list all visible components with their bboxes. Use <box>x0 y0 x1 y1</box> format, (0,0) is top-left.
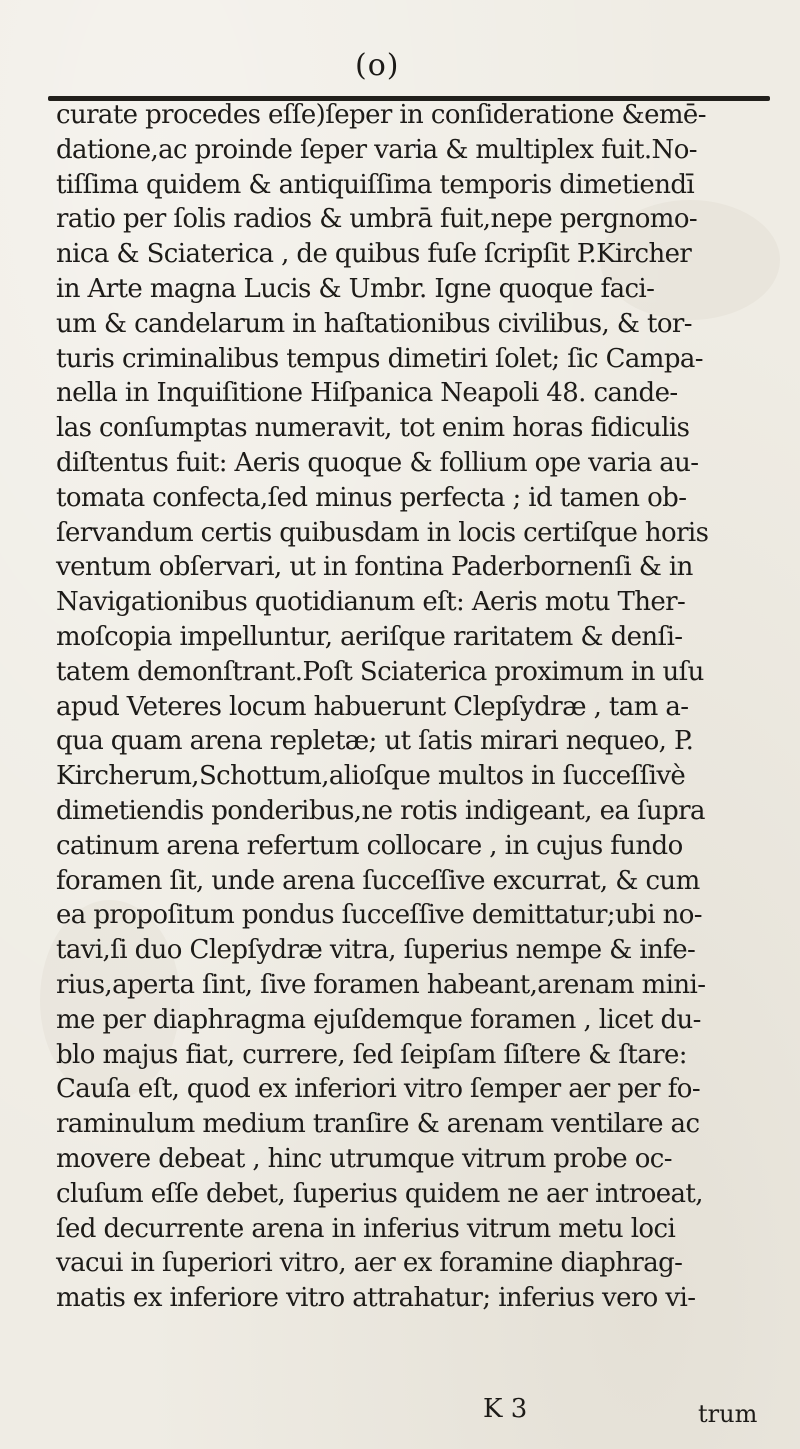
text-line: ſed decurrente arena in inferius vitrum metu loci <box>56 1213 676 1244</box>
text-line: qua quam arena repletæ; ut ſatis mirari nequeo, P. <box>56 726 694 757</box>
body-text <box>56 98 772 1316</box>
text-line: curate procedes eſſe)ſeper in conſideratione &emē- <box>56 100 706 130</box>
text-line: catinum arena refertum collocare , in cujus fundo <box>56 830 683 861</box>
text-line: Kircherum,Schottum,alioſque multos in ſucceſſivè <box>56 761 686 792</box>
text-line: tomata confecta,ſed minus perfecta ; id tamen ob- <box>56 482 687 513</box>
text-line: um & candelarum in haſtationibus civilibus, & tor- <box>56 308 692 339</box>
text-line: matis ex inferiore vitro attrahatur; inferius vero vi- <box>56 1283 696 1314</box>
text-line: nica & Sciaterica , de quibus fuſe ſcripſit P.Kircher <box>56 239 692 270</box>
text-line: turis criminalibus tempus dimetiri ſolet; ſic Campa- <box>56 343 703 374</box>
text-line: tavi,ſi duo Clepſydræ vitra, ſuperius nempe & infe- <box>56 935 696 966</box>
text-line: foramen ſit, unde arena ſucceſſive excurrat, & cum <box>56 865 700 896</box>
text-line: dimetiendis ponderibus,ne rotis indigeant, ea ſupra <box>56 795 705 826</box>
text-line: datione,ac proinde ſeper varia & multiplex fuit.No- <box>56 134 697 165</box>
page-number: (o) <box>355 48 400 83</box>
text-line: nella in Inquiſitione Hiſpanica Neapoli 48. cande- <box>56 378 678 409</box>
text-line: rius,aperta ſint, ſive foramen habeant,arenam mini- <box>56 969 706 1000</box>
text-line: tatem demonſtrant.Poſt Sciaterica proximum in uſu <box>56 656 704 687</box>
text-line: apud Veteres locum habuerunt Clepſydræ , tam a- <box>56 691 689 722</box>
text-line: me per diaphragma ejuſdemque foramen , licet du- <box>56 1004 701 1035</box>
text-line: ea propoſitum pondus ſucceſſive demittatur;ubi no- <box>56 900 702 931</box>
text-line: Navigationibus quotidianum eſt: Aeris motu Ther- <box>56 587 686 618</box>
text-line: tiſſima quidem & antiquiſſima temporis dimetiendī <box>56 169 695 200</box>
text-line: cluſum eſſe debet, ſuperius quidem ne aer introeat, <box>56 1178 703 1209</box>
text-line: in Arte magna Lucis & Umbr. Igne quoque faci- <box>56 273 655 304</box>
page-header <box>0 20 800 83</box>
text-line: moſcopia impelluntur, aeriſque raritatem & denſi- <box>56 621 683 652</box>
text-line: raminulum medium tranſire & arenam ventilare ac <box>56 1109 700 1140</box>
text-line: diſtentus fuit: Aeris quoque & follium ope varia au- <box>56 447 699 478</box>
text-line: Cauſa eſt, quod ex inferiori vitro ſemper aer per fo- <box>56 1074 701 1105</box>
signature-mark: K 3 <box>483 1394 528 1424</box>
text-line: ratio per ſolis radios & umbrā fuit,nepe pergnomo- <box>56 204 698 235</box>
text-line: ventum obſervari, ut in fontina Paderbornenſi & in <box>56 552 693 583</box>
text-line: las conſumptas numeravit, tot enim horas fidiculis <box>56 413 690 444</box>
text-line: blo majus fiat, currere, ſed ſeipſam ſiſtere & ſtare: <box>56 1039 687 1070</box>
text-line: ſervandum certis quibusdam in locis certiſque horis <box>56 517 709 548</box>
footer <box>0 1394 800 1434</box>
catchword: trum <box>698 1400 758 1428</box>
text-line: movere debeat , hinc utrumque vitrum probe oc- <box>56 1143 672 1174</box>
text-line: vacui in ſuperiori vitro, aer ex foramine diaphrag- <box>56 1248 683 1279</box>
